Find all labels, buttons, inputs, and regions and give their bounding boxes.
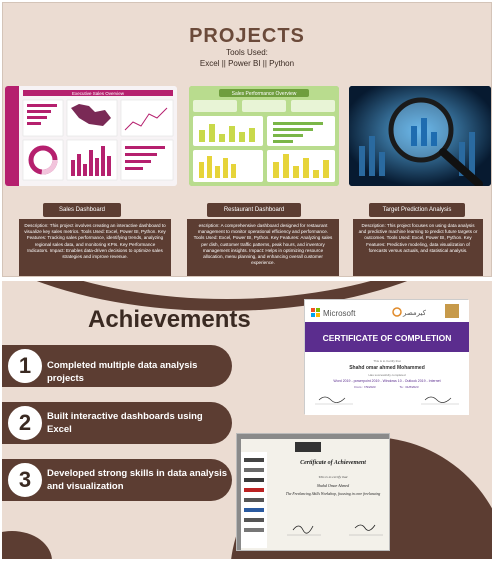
- achievement-certificate[interactable]: [236, 433, 390, 551]
- sales-dashboard-preview: [5, 86, 177, 186]
- achievement-cert-certify: This is to certify that: [318, 475, 348, 479]
- sales-dashboard-thumbnail[interactable]: [5, 86, 177, 186]
- restaurant-dashboard-description: escription: A comprehensive dashboard designed for restaurant management to monitor operational efficiency and performance. Tools Used: Excel, Power BI, Python. Key Features: Analyzing sales per dish, customer traffic patterns, peak hours, and inventory management insights. Impact: Helps in optimizing resource allocation, menu planning, and enhancing overall customer experience.: [187, 219, 339, 277]
- restaurant-dashboard-label[interactable]: Restaurant Dashboard: [207, 203, 301, 217]
- certificate-certifies: This is to Certify that: [373, 359, 401, 363]
- tools-list: Excel || Power BI || Python: [199, 59, 295, 68]
- certificate-to: To : 31/8/2023: [399, 385, 419, 389]
- sales-thumb-title: Executive Sales Overview: [71, 91, 125, 96]
- bottom-blob-decoration: [2, 531, 52, 559]
- achievement-number-2: 2: [5, 403, 45, 443]
- microsoft-certificate[interactable]: [304, 299, 468, 414]
- magnifying-glass-photo: [349, 86, 491, 186]
- microsoft-certificate-image: [305, 300, 469, 415]
- achievement-certificate-image: [237, 434, 390, 551]
- achievement-text-2: Built interactive dashboards using Excel: [47, 411, 203, 435]
- partner-brand: كيرمصر: [403, 309, 426, 317]
- sales-dashboard-description: Description: This project involves creating an interactive dashboard to visualize key sales metrics. Tools Used: Excel, Power BI, Python. Key Features: Tracking sales performance, identifying trends, analyzing regional sales data, and monitoring KPIs. Key Performance Indicators. Impact: Enables data-driven decisions to optimize sales strategies and improve revenue.: [19, 219, 171, 277]
- achievements-slide: [2, 281, 492, 559]
- restaurant-dashboard-preview: [189, 86, 339, 186]
- achievement-cert-name: Shahd Omar Ahmed: [316, 483, 350, 488]
- restaurant-dashboard-thumbnail[interactable]: [189, 86, 339, 186]
- sales-dashboard-label[interactable]: Sales Dashboard: [43, 203, 121, 217]
- achievement-cert-course: The Freelancing Skills Workshop, focusing in core freelancing: [285, 492, 381, 496]
- certificate-completed: Has successfully completed: [368, 373, 406, 377]
- achievement-cert-heading: Certificate of Achievement: [300, 460, 366, 466]
- achievements-title: Achievements: [88, 306, 251, 333]
- achievement-number-3: 3: [5, 460, 45, 500]
- achievement-text-3: Developed strong skills in data analysis and visualization: [47, 468, 228, 492]
- certificate-from: From : 7/9/2023: [354, 385, 376, 389]
- certificate-name: Shahd omar ahmed Mohammed: [349, 365, 425, 371]
- projects-title: PROJECTS: [189, 25, 305, 47]
- certificate-courses: Word 2019 - powerpoint 2019 - Windows 10 - Outlook 2019 - Internet: [333, 379, 441, 383]
- certificate-heading: CERTIFICATE OF COMPLETION: [322, 333, 452, 343]
- tools-heading: Tools Used:: [226, 48, 268, 57]
- projects-slide: [2, 2, 492, 277]
- microsoft-brand: Microsoft: [323, 309, 356, 318]
- achievement-number-1: 1: [5, 346, 45, 386]
- target-prediction-label[interactable]: Target Prediction Analysis: [369, 203, 465, 217]
- target-prediction-thumbnail[interactable]: [349, 86, 491, 186]
- restaurant-thumb-title: Sales Performance Overview: [231, 91, 297, 97]
- achievement-text-1: Completed multiple data analysis projects: [47, 360, 198, 384]
- target-prediction-description: Description: This project focuses on using data analysis and predictive machine learning to predict future targets or outcomes. Tools Used: Excel, Power BI, Python. Key Features: Predictive modeling, data visualization of forecasts versus actuals, and statistical analysis.: [353, 219, 483, 277]
